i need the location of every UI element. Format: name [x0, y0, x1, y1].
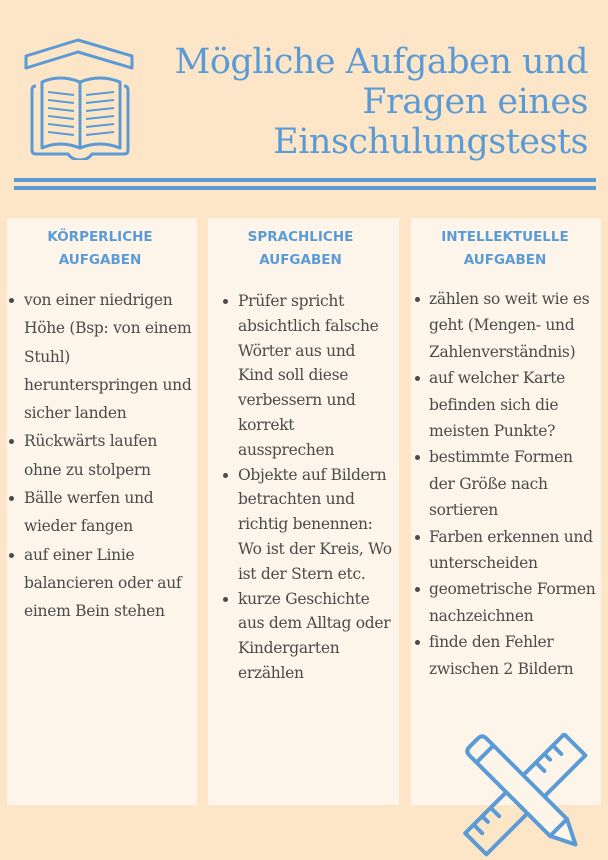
title-line-2: Fragen eines [362, 82, 588, 122]
divider-top [14, 178, 596, 182]
list-item: Farben erkennen und unterscheiden [411, 524, 599, 577]
title-line-1: Mögliche Aufgaben und [174, 42, 588, 82]
list-item: von einer niedrigen Höhe (Bsp: von einem Stuhl) herunterspringen und sicher landen [7, 286, 193, 427]
task-list [411, 286, 599, 682]
list-item: finde den Fehler zwischen 2 Bildern [411, 629, 599, 682]
column-heading: SPRACHLICHE AUFGABEN [247, 229, 354, 268]
column-physical-tasks [7, 218, 197, 805]
page-title [128, 42, 588, 162]
divider-bottom [14, 186, 596, 190]
list-item: Bälle werfen und wieder fangen [7, 484, 193, 541]
title-line-3: Einschulungstests [273, 122, 588, 162]
pencil-ruler-icon [462, 733, 590, 858]
list-item: geometrische Formen nachzeichnen [411, 576, 599, 629]
list-item: kurze Geschichte aus dem Alltag oder Kindergarten erzählen [208, 587, 393, 686]
list-item: Rückwärts laufen ohne zu stolpern [7, 427, 193, 484]
list-item: bestimmte Formen der Größe nach sortieren [411, 444, 599, 523]
list-item: Objekte auf Bildern betrachten und richtig benennen: Wo ist der Kreis, Wo ist der Stern etc. [208, 463, 393, 587]
column-language-tasks [208, 218, 399, 805]
task-list [208, 289, 393, 686]
column-heading: INTELLEKTUELLE AUFGABEN [441, 229, 569, 268]
list-item: Prüfer spricht absichtlich falsche Wörter aus und Kind soll diese verbessern und korrekt aussprechen [208, 289, 393, 463]
list-item: auf einer Linie balancieren oder auf einem Bein stehen [7, 541, 193, 626]
column-heading: KÖRPERLICHE AUFGABEN [47, 229, 153, 268]
open-book-icon [24, 38, 136, 160]
list-item: auf welcher Karte befinden sich die meisten Punkte? [411, 365, 599, 444]
list-item: zählen so weit wie es geht (Mengen- und Zahlenverständnis) [411, 286, 599, 365]
task-list [7, 286, 193, 626]
column-intellectual-tasks [411, 218, 601, 805]
